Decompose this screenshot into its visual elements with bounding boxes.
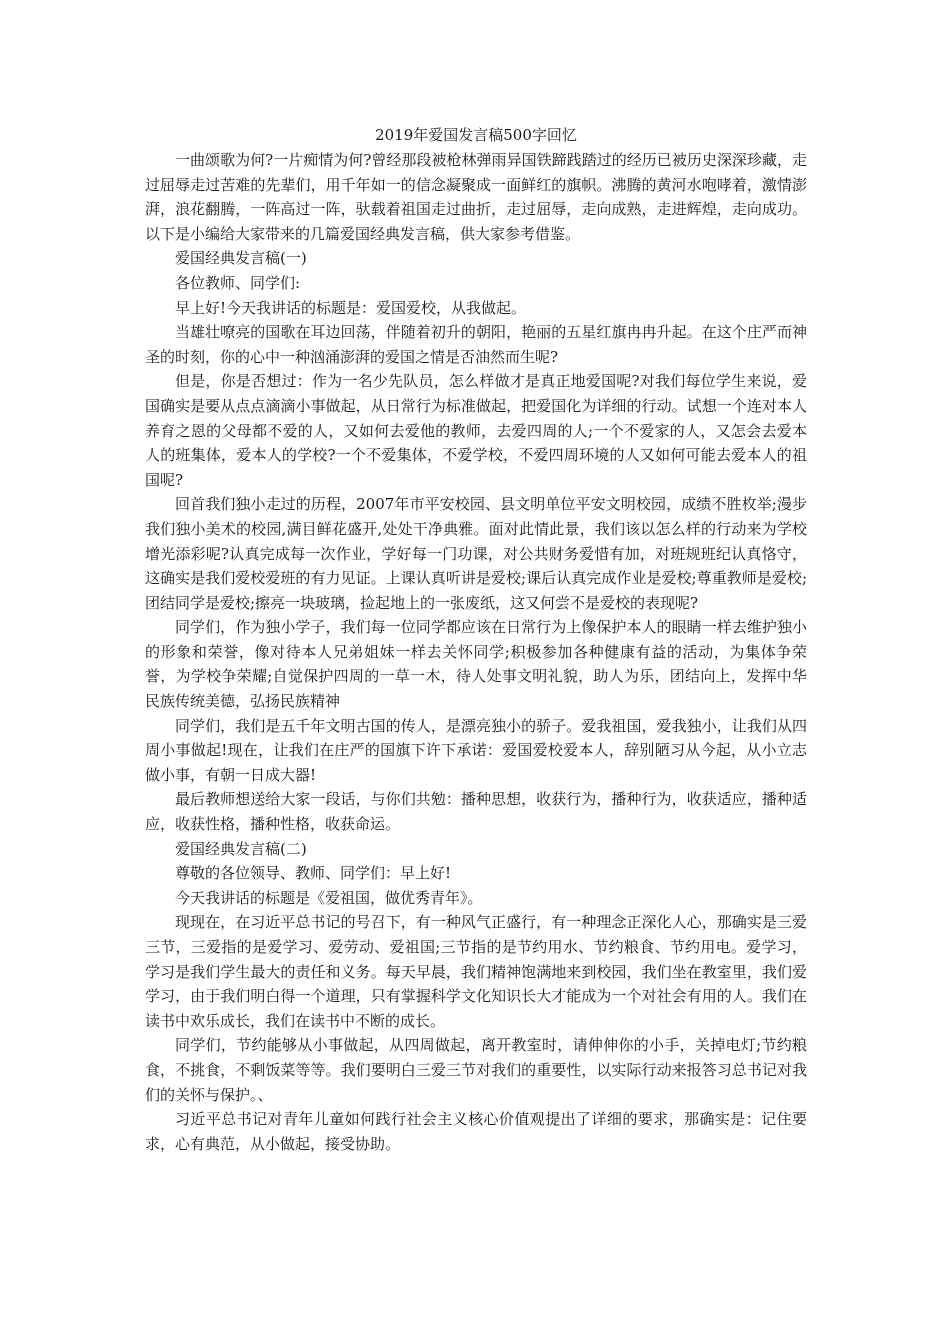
- speech-title-line-2: 今天我讲话的标题是《爱祖国，做优秀青年》。: [175, 888, 483, 907]
- section-heading-1: 爱国经典发言稿(一): [175, 249, 307, 268]
- speech-title-line-1: 早上好!今天我讲话的标题是：爱国爱校，从我做起。: [175, 298, 527, 317]
- body-paragraph: 回首我们独小走过的历程，2007年市平安校园、县文明单位平安文明校园，成绩不胜枚举;漫步我们独小美术的校园,满目鲜花盛开,处处干净典雅。面对此情此景，我们该以怎么样的行动来为学校增光添彩呢?认真完成每一次作业，学好每一门功课，对公共财务爱惜有加，对班规班纪认真恪守，这确实是我们爱校爱班的有力见证。上课认真听讲是爱校;课后认真完成作业是爱校;尊重教师是爱校;团结同学是爱校;擦亮一块玻璃，捡起地上的一张废纸，这又何尝不是爱校的表现呢?: [145, 495, 807, 612]
- document-body: [145, 122, 807, 1156]
- body-paragraph: 现现在，在习近平总书记的号召下，有一种风气正盛行，有一种理念正深化人心，那确实是三爱三节，三爱指的是爱学习、爱劳动、爱祖国;三节指的是节约用水、节约粮食、节约用电。爱学习，学习是我们学生最大的责任和义务。每天早晨，我们精神饱满地来到校园，我们坐在教室里，我们爱学习，由于我们明白得一个道理，只有掌握科学文化知识长大才能成为一个对社会有用的人。我们在读书中欢乐成长，我们在读书中不断的成长。: [145, 913, 807, 1030]
- body-paragraph: 当雄壮嘹亮的国歌在耳边回荡，伴随着初升的朝阳，艳丽的五星红旗冉冉升起。在这个庄严而神圣的时刻，你的心中一种汹涌澎湃的爱国之情是否油然而生呢?: [145, 323, 807, 366]
- body-paragraph: 习近平总书记对青年儿童如何践行社会主义核心价值观提出了详细的要求，那确实是：记住要求，心有典范，从小做起，接受协助。: [145, 1110, 807, 1153]
- document-title: 2019年爱国发言稿500字回忆: [375, 126, 577, 144]
- body-paragraph: 同学们，作为独小学子，我们每一位同学都应该在日常行为上像保护本人的眼睛一样去维护独小的形象和荣誉，像对待本人兄弟姐妹一样去关怀同学;积极参加各种健康有益的活动，为集体争荣誉，为学校争荣耀;自觉保护四周的一草一木，待人处事文明礼貌，助人为乐，团结向上，发挥中华民族传统美德，弘扬民族精神: [145, 618, 807, 711]
- section-heading-2: 爱国经典发言稿(二): [175, 839, 307, 858]
- intro-paragraph: 一曲颂歌为何?一片痴情为何?曾经那段被枪林弹雨异国铁蹄践踏过的经历已被历史深深珍藏，走过屈辱走过苦难的先辈们，用千年如一的信念凝聚成一面鲜红的旗帜。沸腾的黄河水咆哮着，激情澎湃，浪花翻腾，一阵高过一阵，驮载着祖国走过曲折，走过屈辱，走向成熟，走进辉煌，走向成功。以下是小编给大家带来的几篇爱国经典发言稿，供大家参考借鉴。: [145, 151, 807, 243]
- body-paragraph: 同学们，我们是五千年文明古国的传人，是漂亮独小的骄子。爱我祖国，爱我独小，让我们从四周小事做起!现在，让我们在庄严的国旗下许下承诺：爱国爱校爱本人，辞别陋习从今起，从小立志做小事，有朝一日成大器!: [145, 716, 807, 784]
- salutation-1: 各位教师、同学们:: [175, 273, 301, 292]
- body-paragraph: 但是，你是否想过：作为一名少先队员，怎么样做才是真正地爱国呢?对我们每位学生来说，爱国确实是要从点点滴滴小事做起，从日常行为标准做起，把爱国化为详细的行动。试想一个连对本人养育之恩的父母都不爱的人，又如何去爱他的教师，去爱四周的人;一个不爱家的人，又怎会去爱本人的班集体，爱本人的学校?一个不爱集体，不爱学校，不爱四周环境的人又如何可能去爱本人的祖国呢?: [145, 372, 807, 489]
- body-paragraph: 最后教师想送给大家一段话，与你们共勉：播种思想，收获行为，播种行为，收获适应，播种适应，收获性格，播种性格，收获命运。: [145, 790, 807, 834]
- salutation-2: 尊敬的各位领导、教师、同学们：早上好!: [175, 864, 452, 883]
- body-paragraph: 同学们，节约能够从小事做起，从四周做起，离开教室时，请伸伸你的小手，关掉电灯;节约粮食，不挑食，不剩饭菜等等。我们要明白三爱三节对我们的重要性，以实际行动来报答习总书记对我们的关怀与保护。、: [145, 1036, 807, 1104]
